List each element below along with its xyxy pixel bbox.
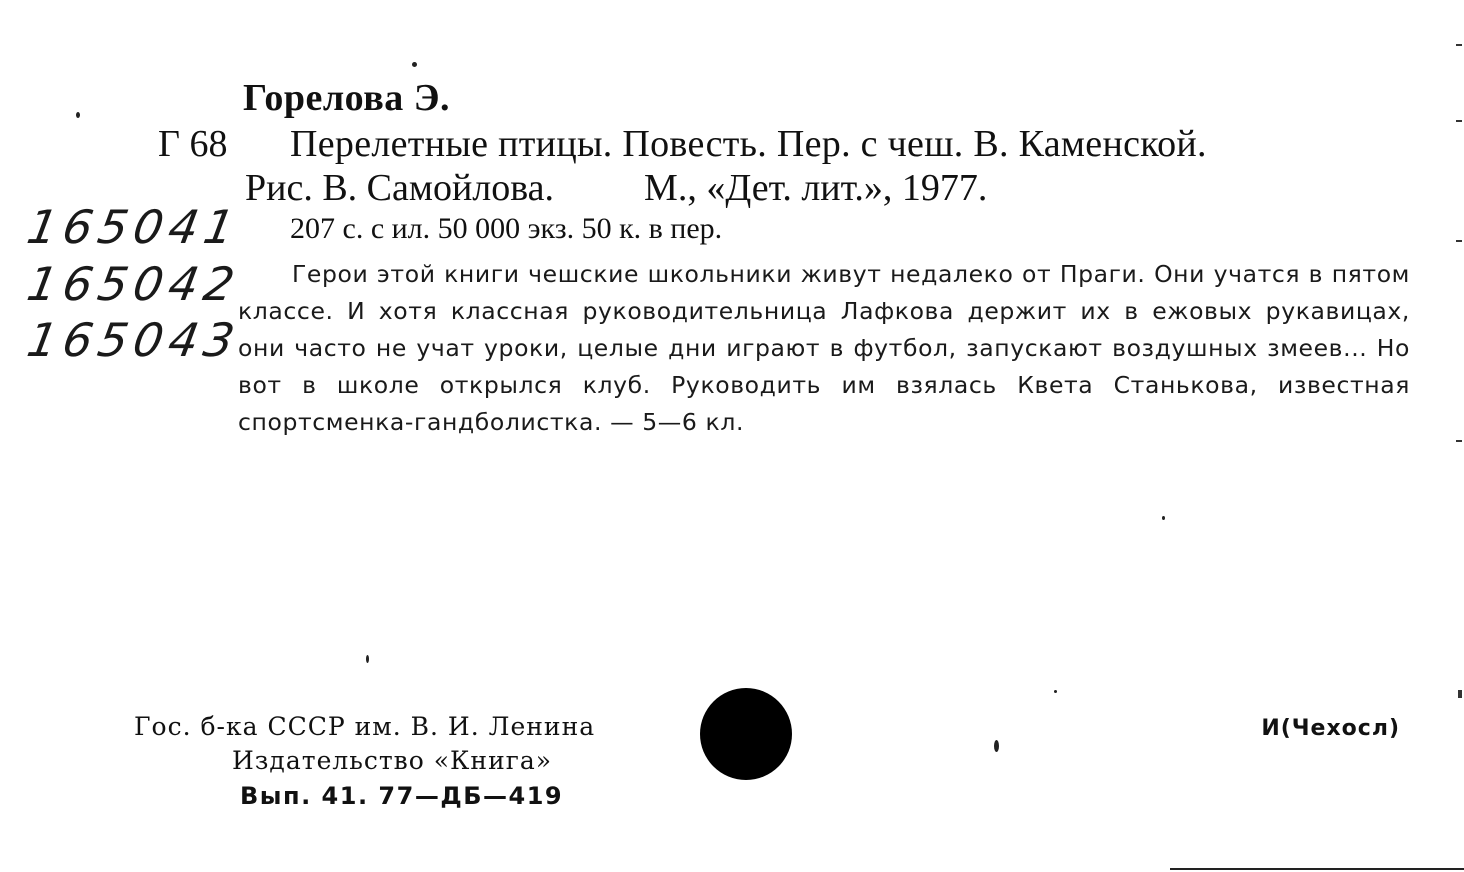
- call-number: Г 68: [158, 123, 228, 165]
- edge-mark: [1456, 44, 1462, 46]
- collation: 207 с. с ил. 50 000 экз. 50 к. в пер.: [290, 212, 723, 245]
- speck: [994, 740, 999, 752]
- speck: [412, 62, 417, 67]
- speck: [1162, 516, 1165, 520]
- inventory-number-2: 165042: [23, 257, 245, 311]
- edge-mark: [1456, 240, 1462, 242]
- illustrator: Рис. В. Самойлова.: [245, 167, 555, 209]
- author-heading: Горелова Э.: [243, 77, 451, 119]
- speck: [76, 112, 80, 118]
- issue-line: Вып. 41. 77—ДБ—419: [240, 782, 564, 810]
- edge-mark: [1456, 120, 1462, 122]
- publisher-line: Издательство «Книга»: [232, 746, 553, 775]
- inventory-number-3: 165043: [23, 313, 245, 367]
- annotation: Герои этой книги чешские школьники живут недалеко от Праги. Они учатся в пятом классе. И хотя классная руководительница Лафкова держит их в ежовых рукавицах, они часто не учат уроки, целые дни играют в футбол, запускают воздушных змеев... Но вот в школе открылся клуб. Руководить им взялась Квета Станькова, известная спортсменка-гандболистка. — 5—6 кл.: [238, 260, 1410, 436]
- classification-code: И(Чехосл): [1261, 716, 1400, 741]
- library-line: Гос. б-ка СССР им. В. И. Ленина: [134, 712, 596, 741]
- inventory-number-1: 165041: [23, 200, 245, 254]
- speck: [1054, 690, 1057, 693]
- bottom-edge-line: [1170, 868, 1464, 870]
- speck: [366, 655, 369, 663]
- imprint: М., «Дет. лит.», 1977.: [644, 167, 988, 209]
- edge-mark: [1456, 440, 1462, 442]
- title-line-2: [245, 166, 987, 210]
- punch-hole: [700, 688, 792, 780]
- edge-mark: [1458, 690, 1462, 698]
- title-line-1: Перелетные птицы. Повесть. Пер. с чеш. В. Каменской.: [290, 123, 1207, 165]
